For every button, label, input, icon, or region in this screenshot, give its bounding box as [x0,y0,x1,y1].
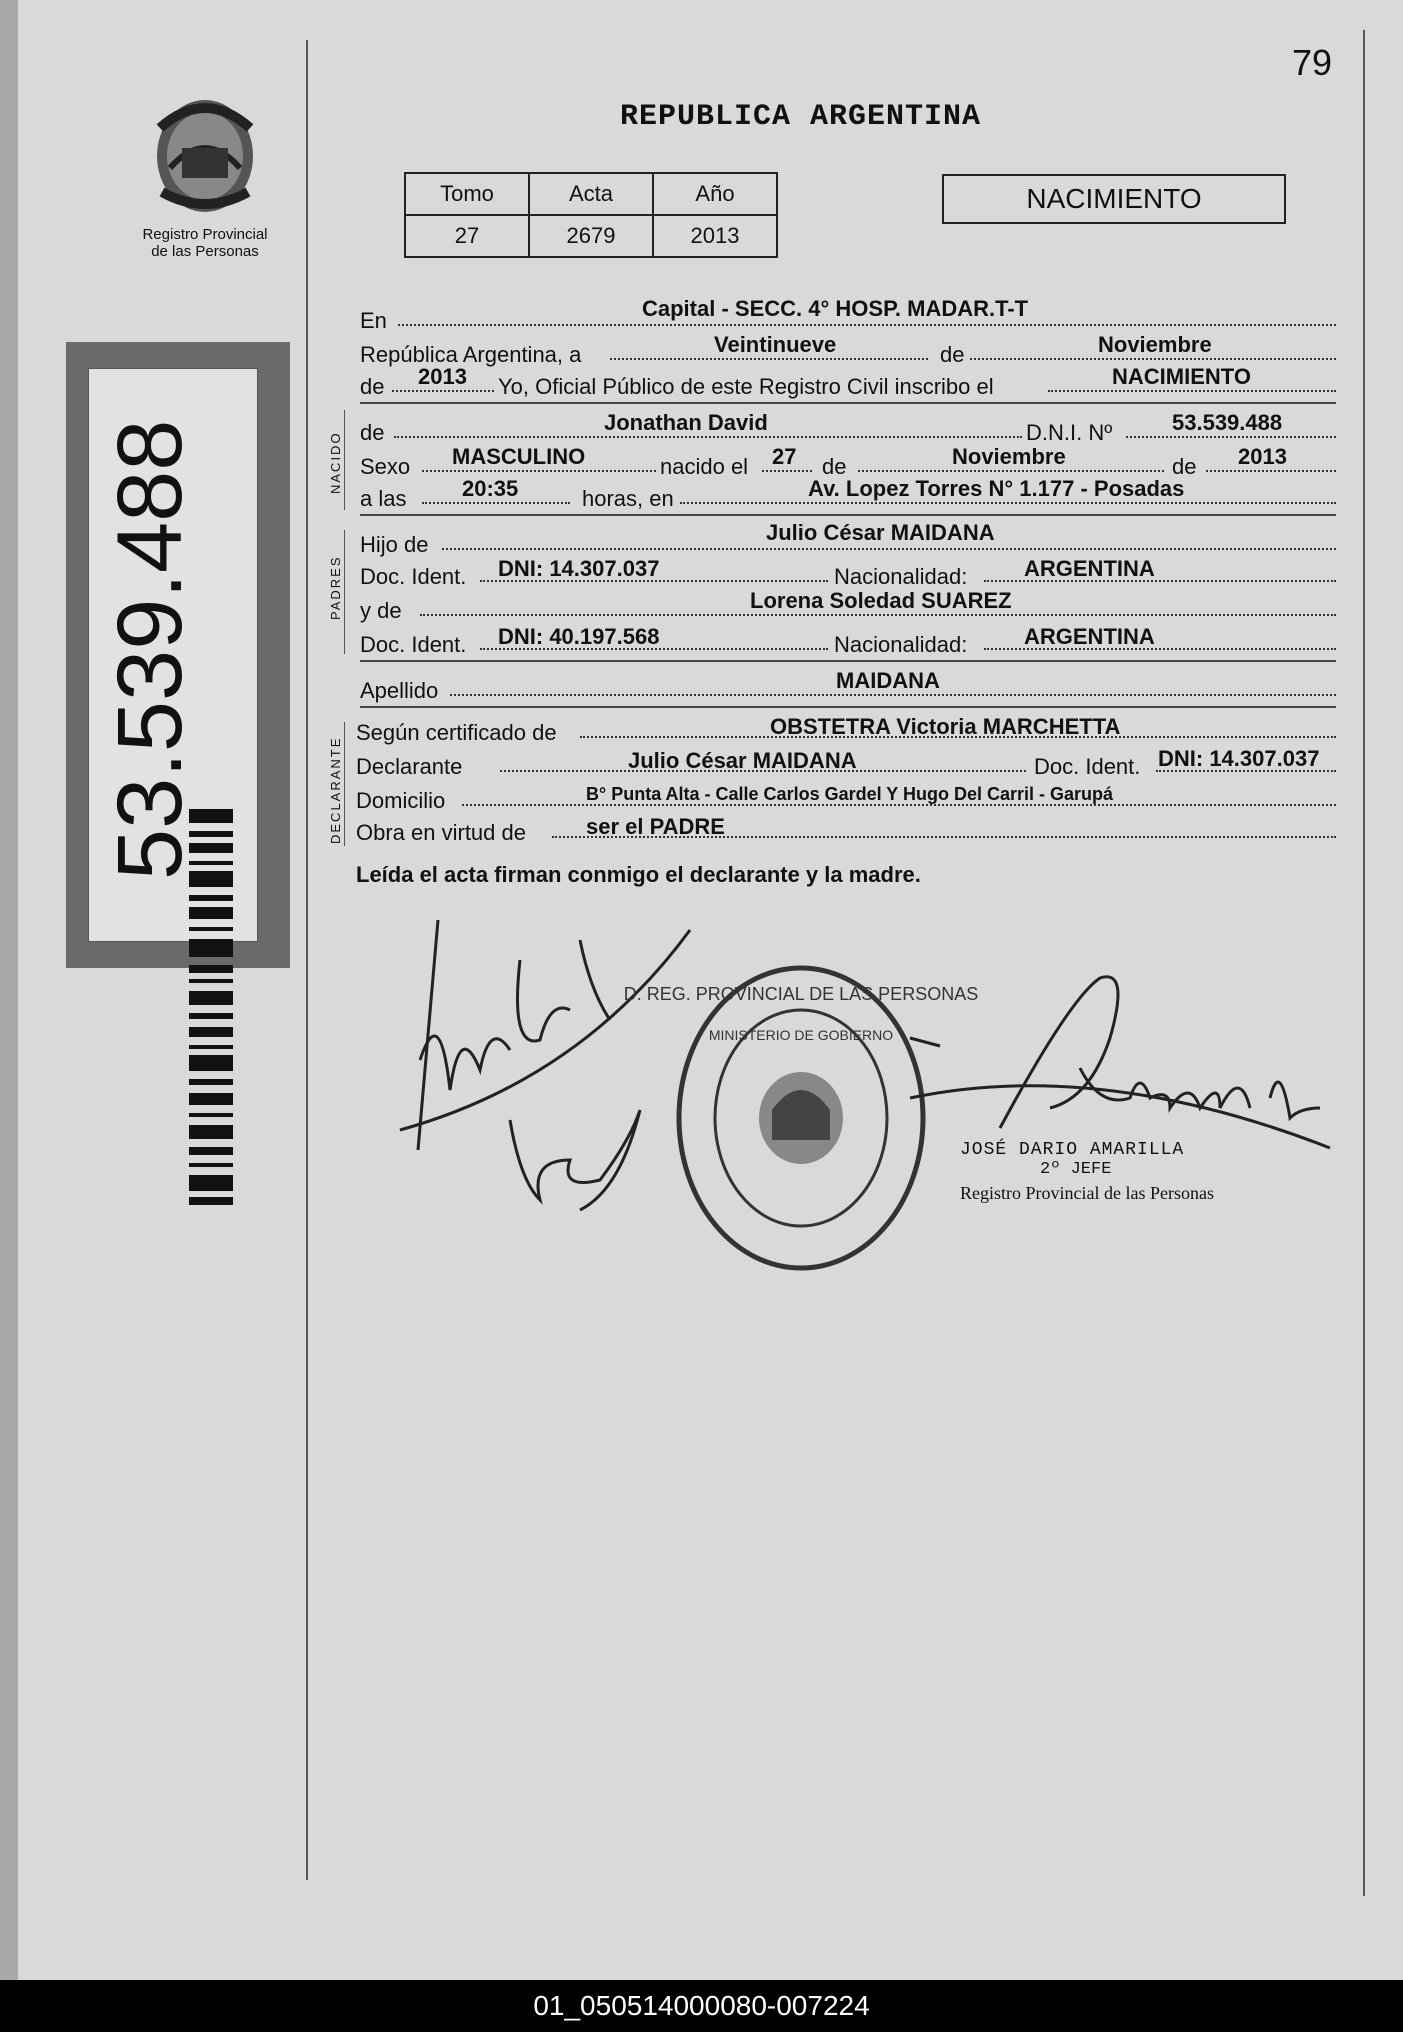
dots-madre [420,614,1336,616]
value-acto: NACIMIENTO [1112,364,1251,389]
value-apellido: MAIDANA [836,668,940,693]
dots-dia [610,358,928,360]
dots-padre [442,548,1336,550]
value-dni: 53.539.488 [1172,410,1283,435]
value-padre: Julio César MAIDANA [766,520,995,545]
official-stamp [623,960,979,1276]
dots-acto [1048,390,1336,392]
section-label-padres: PADRES [328,555,343,620]
label-de-mes-nac: de [822,454,847,479]
label-sexo: Sexo [360,454,411,479]
label-horas-en: horas, en [582,486,674,511]
label-nac-madre: Nacionalidad: [834,632,968,657]
label-declarante: Declarante [356,754,463,779]
label-y-de: y de [360,598,402,623]
value-nombre: Jonathan David [604,410,768,435]
separator-3 [360,660,1336,662]
label-en: En [360,308,387,333]
label-apellido: Apellido [360,678,439,703]
record-header-anio: Año [653,173,777,215]
dots-en [398,324,1336,326]
label-hijo-de: Hijo de [360,532,429,557]
label-nacido-el: nacido el [660,454,749,479]
logo-caption-line1: Registro Provincial [142,226,268,243]
label-yo: Yo, Oficial Público de este Registro Civil inscribo el [498,374,994,399]
value-padre-doc: DNI: 14.307.037 [498,556,660,581]
label-de-nombre: de [360,420,385,445]
stamp-inner-text: MINISTERIO DE GOBIERNO [708,1027,894,1043]
nacido-bracket [344,410,345,510]
label-de-mes: de [940,342,965,367]
value-anio-nac: 2013 [1238,444,1287,469]
dots-hora [422,502,570,504]
madre-signature [500,1100,660,1220]
section-label-declarante: DECLARANTE [328,736,343,844]
official-block [960,1140,1214,1204]
dots-nombre [394,436,1022,438]
value-mes: Noviembre [1098,332,1212,357]
page-edge [0,0,18,1980]
closing-statement: Leída el acta firman conmigo el declarante y la madre. [356,862,921,887]
dots-anio [392,390,494,392]
label-doc-declarante: Doc. Ident. [1034,754,1141,779]
record-header-acta: Acta [529,173,653,215]
dots-mes-nac [858,470,1164,472]
value-madre-nac: ARGENTINA [1024,624,1155,649]
label-domicilio: Domicilio [356,788,446,813]
value-sexo: MASCULINO [452,444,586,469]
official-office: Registro Provincial de las Personas [960,1183,1214,1203]
dots-dni [1126,436,1336,438]
footer-id: 01_050514000080-007224 [0,1980,1403,2032]
right-margin-line [1363,30,1365,1896]
record-type-box: NACIMIENTO [942,174,1286,224]
value-hora: 20:35 [462,476,519,501]
value-lugar: Capital - SECC. 4° HOSP. MADAR.T-T [642,296,1029,321]
dots-anio-nac [1206,470,1336,472]
separator-2 [360,514,1336,516]
official-role: 2º JEFE [1040,1160,1112,1179]
page-number: 79 [1292,42,1333,83]
value-lugar-nac: Av. Lopez Torres N° 1.177 - Posadas [808,476,1185,501]
label-de-anio: de [360,374,385,399]
label-republica: República Argentina, a [360,342,582,367]
record-value-acta: 2679 [529,215,653,257]
label-doc-padre: Doc. Ident. [360,564,467,589]
value-obra: ser el PADRE [586,814,725,839]
value-madre-doc: DNI: 40.197.568 [498,624,660,649]
value-declarante-doc: DNI: 14.307.037 [1158,746,1320,771]
barcode-number: 53.539.488 [99,419,201,880]
left-margin-line [306,40,308,1880]
value-domicilio: B° Punta Alta - Calle Carlos Gardel Y Hugo Del Carril - Garupá [586,784,1113,804]
logo-caption [120,226,290,260]
dots-mes [970,358,1336,360]
value-mes-nac: Noviembre [952,444,1066,469]
value-dia-nac: 27 [772,444,797,469]
record-value-anio: 2013 [653,215,777,257]
label-obra: Obra en virtud de [356,820,526,845]
province-seal-logo [140,88,270,218]
dots-apellido [450,694,1336,696]
value-madre: Lorena Soledad SUAREZ [750,588,1012,613]
logo-caption-line2: de las Personas [151,243,259,260]
value-declarante: Julio César MAIDANA [628,748,857,773]
padres-bracket [344,530,345,654]
label-dni: D.N.I. Nº [1026,420,1113,445]
value-certificado: OBSTETRA Victoria MARCHETTA [770,714,1121,739]
declarante-bracket [344,722,345,846]
document-title: REPUBLICA ARGENTINA [620,100,982,134]
label-segun: Según certificado de [356,720,557,745]
label-de-anio-nac: de [1172,454,1197,479]
dots-lugar-nac [680,502,1336,504]
label-doc-madre: Doc. Ident. [360,632,467,657]
record-header-tomo: Tomo [405,173,529,215]
official-signature [900,958,1330,1168]
label-a-las: a las [360,486,407,511]
official-name: JOSÉ DARIO AMARILLA [960,1140,1185,1160]
value-padre-nac: ARGENTINA [1024,556,1155,581]
dots-sexo [422,470,656,472]
value-anio: 2013 [418,364,467,389]
stamp-outer-text: D. REG. PROVINCIAL DE LAS PERSONAS [623,984,979,1004]
record-table [404,172,778,258]
value-dia: Veintinueve [714,332,837,357]
label-nac-padre: Nacionalidad: [834,564,968,589]
separator-1 [360,402,1336,404]
record-value-tomo: 27 [405,215,529,257]
section-label-nacido: NACIDO [328,431,343,494]
dots-dia-nac [762,470,812,472]
separator-4 [360,706,1336,708]
